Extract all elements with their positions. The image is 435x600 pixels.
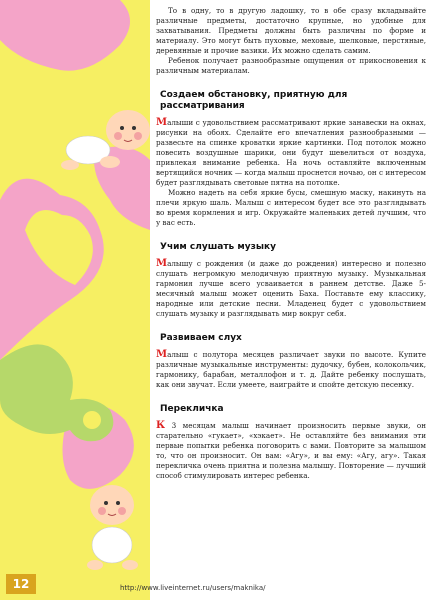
intro-paragraph-1: То в одну, то в другую ладошку, то в обе сразу вкладывайте различные предметы, достаточно крупные, но удобные для захватывания. Предметы должны быть различны по форме и материалу. Это могут быть пуховые, меховые, шелковые, перстяные, деревянные и прочие вазики. Их можно сделать самим. — [156, 6, 426, 55]
drop-cap: К — [156, 420, 166, 431]
section-title-hearing: Развиваем слух — [160, 333, 242, 343]
section-title-environment: Создаем обстановку, приятную для рассматривания — [160, 90, 348, 111]
paragraph-text: алыш с полутора месяцев различает звуки по высоте. Купите различные музыкальные инструменты: дудочку, бубен, колокольчик, гармонику, барабан, металлофон и т. д. Дайте ребенку послушать, как они звучат. Если умеете, наиграйте и спойте детскую песенку. — [156, 350, 426, 389]
article-body — [156, 6, 426, 481]
drop-cap: М — [156, 349, 168, 360]
drop-cap: М — [156, 258, 168, 269]
section-title-rollcall: Перекличка — [160, 404, 224, 414]
baby-illustration-bottom — [87, 485, 138, 570]
source-url[interactable]: http://www.liveinternet.ru/users/maknika/ — [120, 584, 266, 592]
pink-heart-top — [0, 0, 130, 71]
section-title-music: Учим слушать музыку — [160, 242, 276, 252]
section-environment-paragraph-1 — [156, 118, 426, 188]
paragraph-text: алышу с рождения (и даже до рождения) интересно и полезно слушать негромкую мелодичную приятную музыку. Музыкальная гармония лучше всего усваивается в раннем детстве. Даже 5-месячный малыш может оценить Баха. Поставьте ему классику, народные или детские песни. Младенец будет с удовольствием слушать музыку и разглядывать мир вокруг себя. — [156, 259, 426, 318]
page-number: 12 — [6, 574, 36, 594]
decorative-sidebar — [0, 0, 150, 600]
section-hearing-paragraph — [156, 350, 426, 390]
section-music-paragraph — [156, 259, 426, 319]
intro-paragraph-2: Ребенок получает разнообразные ощущения от прикосновения к различным материалам. — [156, 56, 426, 75]
paragraph-text: 3 месяцам малыш начинает произносить первые звуки, он старательно «гукает», «хэкает». Не оставляйте без внимания эти первые попытки ребенка поговорить с вами. Повторите за малышом то, что он произносит. Он вам: «Агу», и вы ему: «Агу, агу». Такая перекличка очень приятна и полезна малышу. Повторение — лучший способ стимулировать интерес ребенка. — [156, 421, 426, 480]
section-environment-paragraph-2: Можно надеть на себя яркие бусы, смешную маску, накинуть на плечи яркую шаль. Малыш с интересом будет все это разглядывать во время кормления и игр. Окружайте маленьких детей лучшим, что у вас есть. — [156, 188, 426, 227]
drop-cap: М — [156, 117, 168, 128]
sidebar-illustration — [0, 0, 150, 600]
paragraph-text: алыши с удовольствием рассматривают яркие занавески на окнах, рисунки на обоях. Сделайте его впечатления разнообразными — развесьте на спинке кроватки яркие картинки. Под потолок можно повесить воздушные шарики, они будут шевелиться от воздуха, привлекая внимание ребенка. На ночь оставляйте включенным вертящийся ночник — когда малыш проснется ночью, он с интересом будет разглядывать световые пятна на потолке. — [156, 118, 426, 187]
section-rollcall-paragraph — [156, 421, 426, 481]
